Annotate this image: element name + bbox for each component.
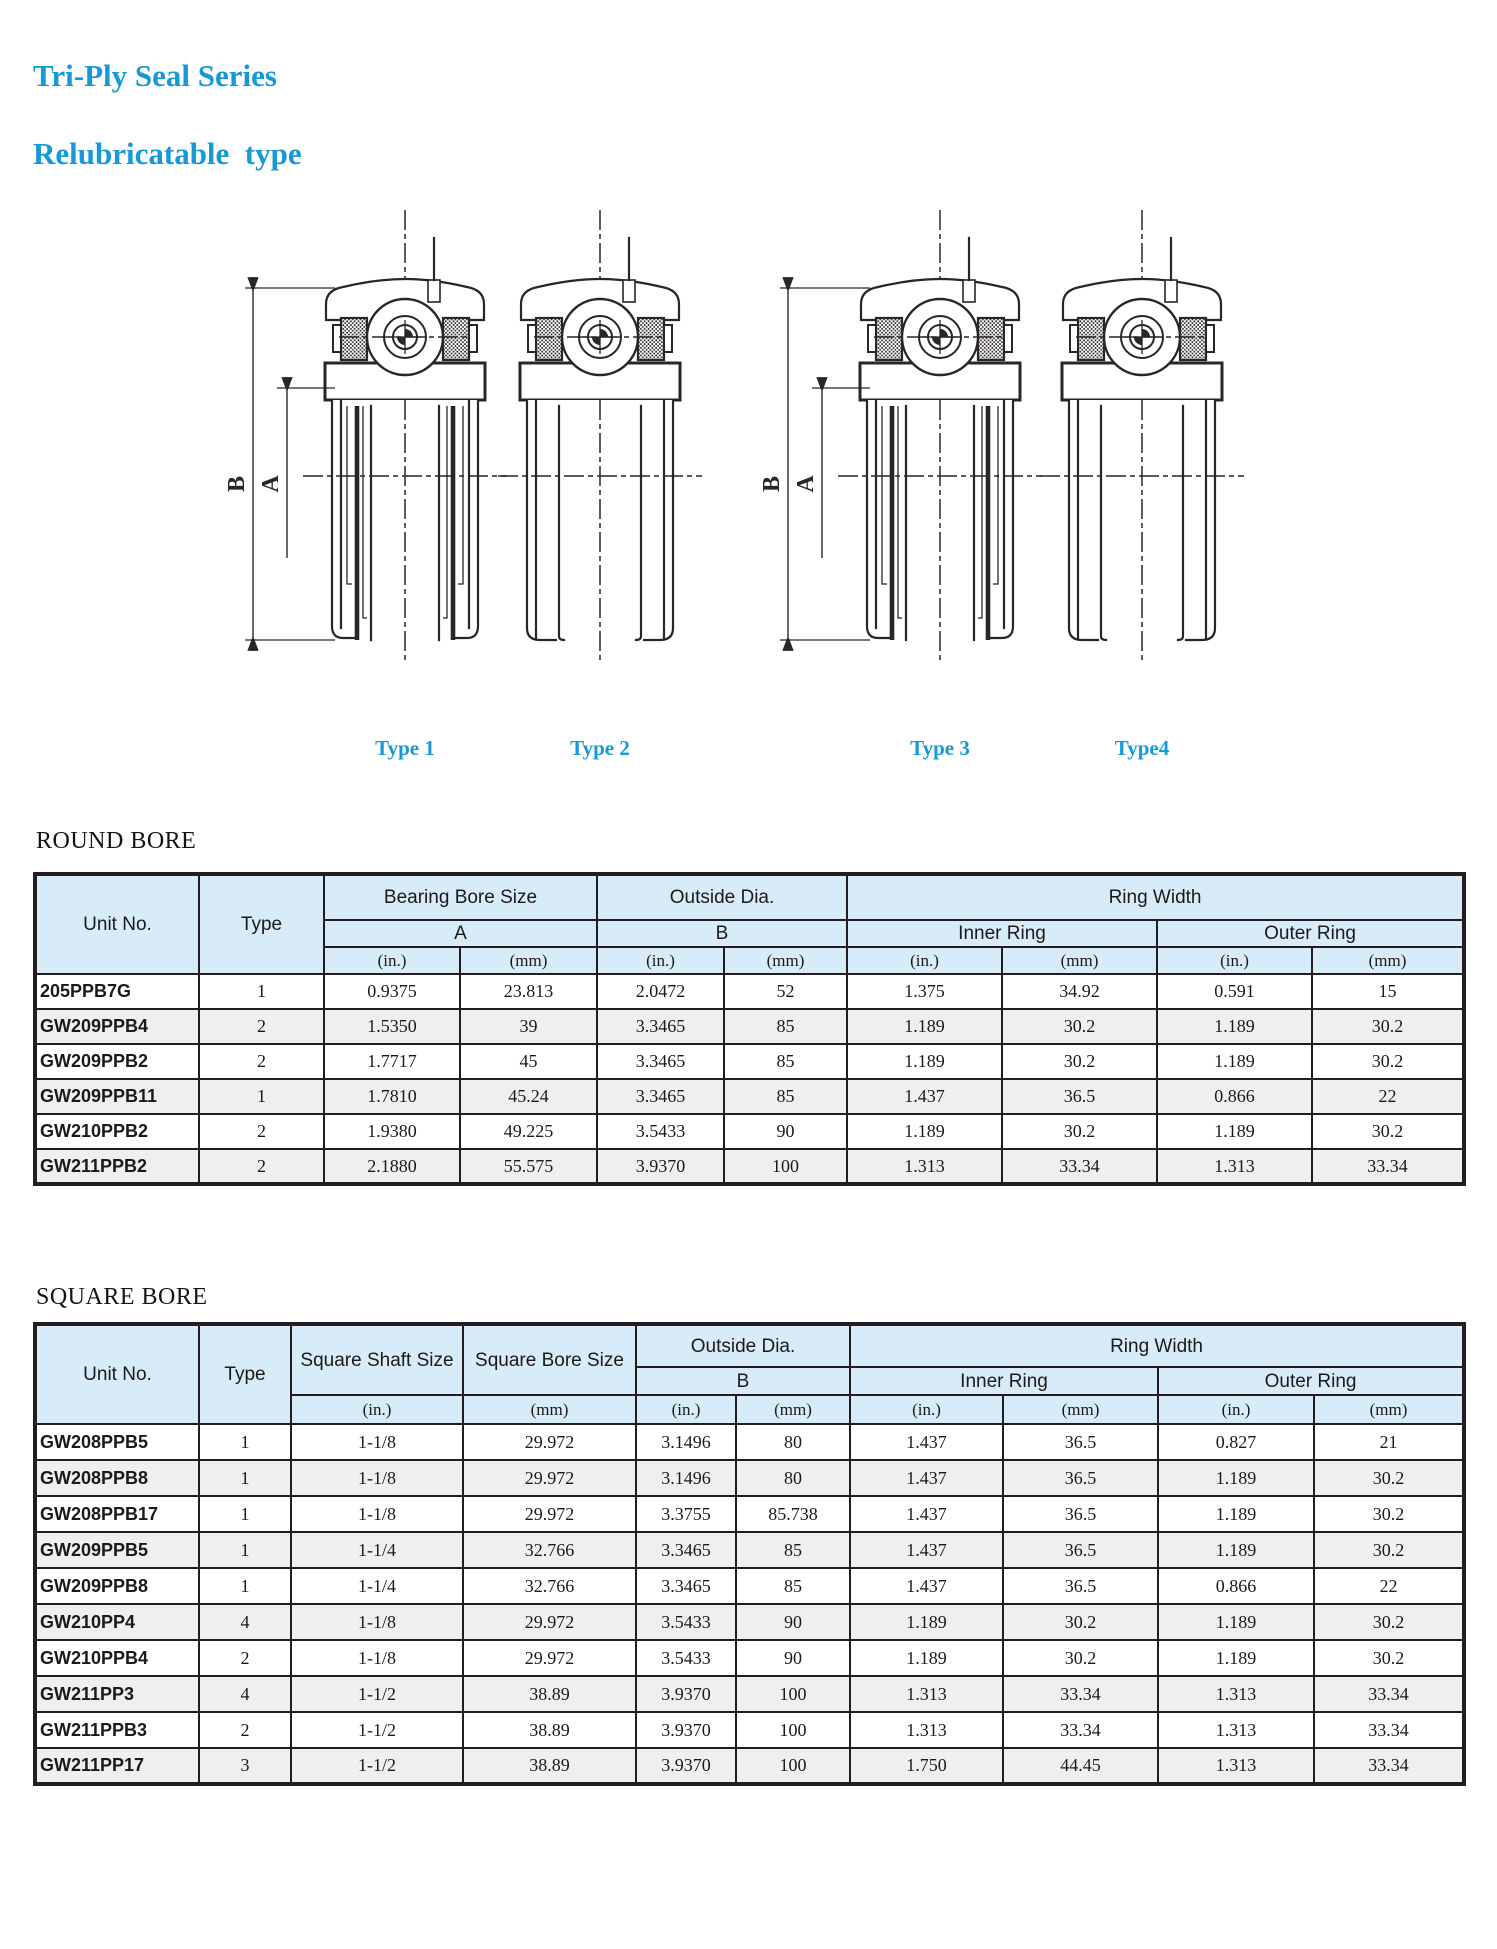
dimension-label-a: A [793,475,819,493]
table-cell: 1.189 [1158,1496,1314,1532]
table-cell: 45.24 [460,1079,597,1114]
col-header-bearing-bore: Bearing Bore Size [324,874,597,920]
table-cell: 22 [1312,1079,1464,1114]
table-row [35,1676,1464,1712]
table-cell: 1 [199,1424,291,1460]
col-header-ring-width: Ring Width [850,1324,1464,1367]
unit-no-cell: GW209PPB8 [35,1568,199,1604]
table-cell: 85.738 [736,1496,850,1532]
unit-header-in: (in.) [291,1395,463,1424]
table-cell: 49.225 [460,1114,597,1149]
table-cell: 3.3465 [636,1568,736,1604]
table-cell: 22 [1314,1568,1464,1604]
table-cell: 29.972 [463,1496,636,1532]
table-cell: 30.2 [1312,1009,1464,1044]
table-cell: 30.2 [1314,1496,1464,1532]
round-bore-table-body [35,974,1464,1184]
table-row [35,1149,1464,1184]
table-cell: 1 [199,1496,291,1532]
subheader-a: A [324,920,597,947]
unit-header-mm: (mm) [1002,947,1157,974]
table-cell: 1.189 [847,1009,1002,1044]
table-row [35,1568,1464,1604]
table-cell: 23.813 [460,974,597,1009]
unit-no-cell: GW210PPB2 [35,1114,199,1149]
unit-no-cell: GW211PPB2 [35,1149,199,1184]
table-cell: 36.5 [1003,1424,1158,1460]
type-3-label: Type 3 [910,736,970,760]
unit-no-cell: GW209PPB5 [35,1532,199,1568]
table-cell: 3.3465 [636,1532,736,1568]
table-cell: 85 [724,1079,847,1114]
table-cell: 1-1/8 [291,1460,463,1496]
table-cell: 1.313 [1157,1149,1312,1184]
table-row [35,1640,1464,1676]
table-cell: 3.9370 [597,1149,724,1184]
col-header-square-bore: Square Bore Size [463,1324,636,1395]
table-cell: 1.313 [847,1149,1002,1184]
table-cell: 4 [199,1676,291,1712]
col-header-unit-no: Unit No. [35,874,199,974]
table-cell: 0.9375 [324,974,460,1009]
table-row [35,1424,1464,1460]
subheader-outer-ring: Outer Ring [1158,1367,1464,1395]
table-cell: 0.591 [1157,974,1312,1009]
page-title-line2: Relubricatable type [33,136,302,171]
table-cell: 90 [736,1604,850,1640]
table-cell: 100 [724,1149,847,1184]
table-cell: 32.766 [463,1568,636,1604]
table-row [35,1460,1464,1496]
table-cell: 30.2 [1002,1009,1157,1044]
table-cell: 36.5 [1003,1460,1158,1496]
table-cell: 1-1/4 [291,1568,463,1604]
table-cell: 1-1/2 [291,1748,463,1784]
table-cell: 100 [736,1712,850,1748]
table-cell: 3.9370 [636,1676,736,1712]
table-cell: 80 [736,1424,850,1460]
table-cell: 1.189 [1158,1460,1314,1496]
table-cell: 2.0472 [597,974,724,1009]
table-cell: 1.437 [850,1496,1003,1532]
table-cell: 30.2 [1003,1604,1158,1640]
table-cell: 32.766 [463,1532,636,1568]
table-cell: 1.437 [850,1424,1003,1460]
subheader-inner-ring: Inner Ring [850,1367,1158,1395]
table-cell: 1-1/8 [291,1496,463,1532]
table-cell: 85 [736,1568,850,1604]
unit-header-in: (in.) [850,1395,1003,1424]
table-cell: 1.313 [1158,1676,1314,1712]
table-cell: 36.5 [1003,1532,1158,1568]
table-cell: 34.92 [1002,974,1157,1009]
table-cell: 3.5433 [636,1604,736,1640]
page-title-line1: Tri-Ply Seal Series [33,58,277,93]
square-bore-table-header [35,1324,1464,1424]
type-1-label: Type 1 [375,736,435,760]
table-cell: 2.1880 [324,1149,460,1184]
unit-no-cell: GW209PPB11 [35,1079,199,1114]
table-cell: 85 [724,1009,847,1044]
table-row [35,1496,1464,1532]
unit-no-cell: GW208PPB5 [35,1424,199,1460]
table-cell: 38.89 [463,1676,636,1712]
unit-no-cell: GW211PP3 [35,1676,199,1712]
table-cell: 1.189 [1157,1114,1312,1149]
table-cell: 1-1/8 [291,1604,463,1640]
unit-no-cell: GW209PPB2 [35,1044,199,1079]
table-cell: 3.3465 [597,1009,724,1044]
table-cell: 1.437 [850,1532,1003,1568]
unit-no-cell: GW210PPB4 [35,1640,199,1676]
table-row [35,1079,1464,1114]
table-cell: 1 [199,1079,324,1114]
unit-no-cell: 205PPB7G [35,974,199,1009]
col-header-outside-dia: Outside Dia. [597,874,847,920]
table-cell: 100 [736,1748,850,1784]
table-cell: 45 [460,1044,597,1079]
table-cell: 1-1/4 [291,1532,463,1568]
unit-no-cell: GW208PPB8 [35,1460,199,1496]
unit-header-mm: (mm) [463,1395,636,1424]
unit-header-in: (in.) [636,1395,736,1424]
table-cell: 1.189 [847,1114,1002,1149]
table-cell: 1.9380 [324,1114,460,1149]
table-cell: 0.866 [1158,1568,1314,1604]
dimension-label-b: B [759,475,785,493]
table-cell: 2 [199,1044,324,1079]
table-cell: 36.5 [1003,1496,1158,1532]
col-header-type: Type [199,1324,291,1424]
table-cell: 1.313 [850,1676,1003,1712]
table-cell: 85 [724,1044,847,1079]
unit-header-mm: (mm) [1312,947,1464,974]
table-cell: 1 [199,1568,291,1604]
table-cell: 85 [736,1532,850,1568]
page-title [33,56,302,173]
table-row [35,1748,1464,1784]
round-bore-table [33,872,1466,1186]
table-cell: 1.5350 [324,1009,460,1044]
bearing-drawing-type-4 [1040,210,1244,664]
unit-header-in: (in.) [597,947,724,974]
table-cell: 0.827 [1158,1424,1314,1460]
table-cell: 1 [199,1460,291,1496]
table-cell: 3.3755 [636,1496,736,1532]
table-cell: 29.972 [463,1640,636,1676]
table-cell: 1.189 [1157,1044,1312,1079]
bearing-drawing-type-2 [498,210,702,664]
table-cell: 1.7717 [324,1044,460,1079]
table-cell: 2 [199,1009,324,1044]
table-cell: 1.189 [1158,1604,1314,1640]
table-row [35,974,1464,1009]
table-cell: 33.34 [1003,1676,1158,1712]
table-cell: 1.189 [1158,1532,1314,1568]
unit-header-mm: (mm) [736,1395,850,1424]
bearing-diagrams [160,195,1280,775]
col-header-outside-dia: Outside Dia. [636,1324,850,1367]
unit-header-in: (in.) [1158,1395,1314,1424]
table-row [35,1044,1464,1079]
table-cell: 1.437 [850,1460,1003,1496]
table-cell: 30.2 [1002,1114,1157,1149]
table-cell: 3.5433 [597,1114,724,1149]
table-cell: 1.189 [850,1604,1003,1640]
table-cell: 1.313 [850,1712,1003,1748]
unit-header-in: (in.) [1157,947,1312,974]
type-2-label: Type 2 [570,736,630,760]
unit-header-mm: (mm) [460,947,597,974]
table-cell: 55.575 [460,1149,597,1184]
table-cell: 1-1/2 [291,1676,463,1712]
table-cell: 1.189 [847,1044,1002,1079]
table-cell: 44.45 [1003,1748,1158,1784]
table-cell: 80 [736,1460,850,1496]
table-cell: 1.7810 [324,1079,460,1114]
type-4-label: Type4 [1114,736,1170,760]
table-cell: 1-1/2 [291,1712,463,1748]
unit-no-cell: GW211PP17 [35,1748,199,1784]
table-cell: 38.89 [463,1748,636,1784]
table-cell: 3.3465 [597,1079,724,1114]
table-cell: 21 [1314,1424,1464,1460]
table-cell: 2 [199,1149,324,1184]
table-row [35,1114,1464,1149]
table-cell: 1.437 [847,1079,1002,1114]
unit-no-cell: GW208PPB17 [35,1496,199,1532]
table-cell: 52 [724,974,847,1009]
table-cell: 1-1/8 [291,1424,463,1460]
table-cell: 30.2 [1312,1044,1464,1079]
table-cell: 33.34 [1314,1712,1464,1748]
table-cell: 36.5 [1002,1079,1157,1114]
table-cell: 4 [199,1604,291,1640]
table-cell: 36.5 [1003,1568,1158,1604]
table-cell: 90 [724,1114,847,1149]
table-cell: 33.34 [1002,1149,1157,1184]
table-cell: 3.9370 [636,1748,736,1784]
table-row [35,1532,1464,1568]
table-row [35,1712,1464,1748]
table-cell: 3.1496 [636,1424,736,1460]
table-cell: 3.3465 [597,1044,724,1079]
square-bore-table-body [35,1424,1464,1784]
round-bore-section-title: ROUND BORE [36,828,197,854]
table-cell: 1.189 [1158,1640,1314,1676]
col-header-unit-no: Unit No. [35,1324,199,1424]
subheader-b: B [636,1367,850,1395]
table-cell: 33.34 [1312,1149,1464,1184]
bearing-drawing-type-3 [759,210,1042,664]
unit-header-mm: (mm) [724,947,847,974]
table-cell: 1 [199,1532,291,1568]
table-cell: 33.34 [1314,1676,1464,1712]
table-cell: 30.2 [1314,1640,1464,1676]
subheader-b: B [597,920,847,947]
table-cell: 1.313 [1158,1712,1314,1748]
unit-no-cell: GW210PP4 [35,1604,199,1640]
table-cell: 30.2 [1003,1640,1158,1676]
col-header-type: Type [199,874,324,974]
table-row [35,1604,1464,1640]
square-bore-section-title: SQUARE BORE [36,1284,208,1310]
table-cell: 100 [736,1676,850,1712]
subheader-outer-ring: Outer Ring [1157,920,1464,947]
table-cell: 30.2 [1314,1604,1464,1640]
table-cell: 29.972 [463,1424,636,1460]
table-cell: 90 [736,1640,850,1676]
square-bore-table [33,1322,1466,1786]
table-cell: 3.9370 [636,1712,736,1748]
table-cell: 1.189 [850,1640,1003,1676]
table-cell: 1-1/8 [291,1640,463,1676]
table-cell: 38.89 [463,1712,636,1748]
unit-no-cell: GW209PPB4 [35,1009,199,1044]
dimension-label-b: B [224,475,250,493]
table-cell: 1.750 [850,1748,1003,1784]
table-cell: 29.972 [463,1604,636,1640]
table-cell: 3.1496 [636,1460,736,1496]
table-cell: 30.2 [1312,1114,1464,1149]
unit-header-in: (in.) [324,947,460,974]
table-cell: 39 [460,1009,597,1044]
round-bore-table-header [35,874,1464,974]
table-cell: 2 [199,1712,291,1748]
unit-header-in: (in.) [847,947,1002,974]
table-cell: 1.437 [850,1568,1003,1604]
table-cell: 1 [199,974,324,1009]
table-cell: 1.313 [1158,1748,1314,1784]
table-cell: 2 [199,1114,324,1149]
table-cell: 30.2 [1002,1044,1157,1079]
col-header-ring-width: Ring Width [847,874,1464,920]
table-cell: 30.2 [1314,1532,1464,1568]
dimension-label-a: A [258,475,284,493]
table-cell: 33.34 [1003,1712,1158,1748]
table-cell: 3.5433 [636,1640,736,1676]
table-row [35,1009,1464,1044]
table-cell: 33.34 [1314,1748,1464,1784]
table-cell: 0.866 [1157,1079,1312,1114]
unit-no-cell: GW211PPB3 [35,1712,199,1748]
subheader-inner-ring: Inner Ring [847,920,1157,947]
unit-header-mm: (mm) [1314,1395,1464,1424]
table-cell: 3 [199,1748,291,1784]
table-cell: 1.375 [847,974,1002,1009]
unit-header-mm: (mm) [1003,1395,1158,1424]
table-cell: 29.972 [463,1460,636,1496]
bearing-drawing-type-1 [224,210,507,664]
table-cell: 15 [1312,974,1464,1009]
col-header-square-shaft: Square Shaft Size [291,1324,463,1395]
table-cell: 2 [199,1640,291,1676]
table-cell: 30.2 [1314,1460,1464,1496]
table-cell: 1.189 [1157,1009,1312,1044]
